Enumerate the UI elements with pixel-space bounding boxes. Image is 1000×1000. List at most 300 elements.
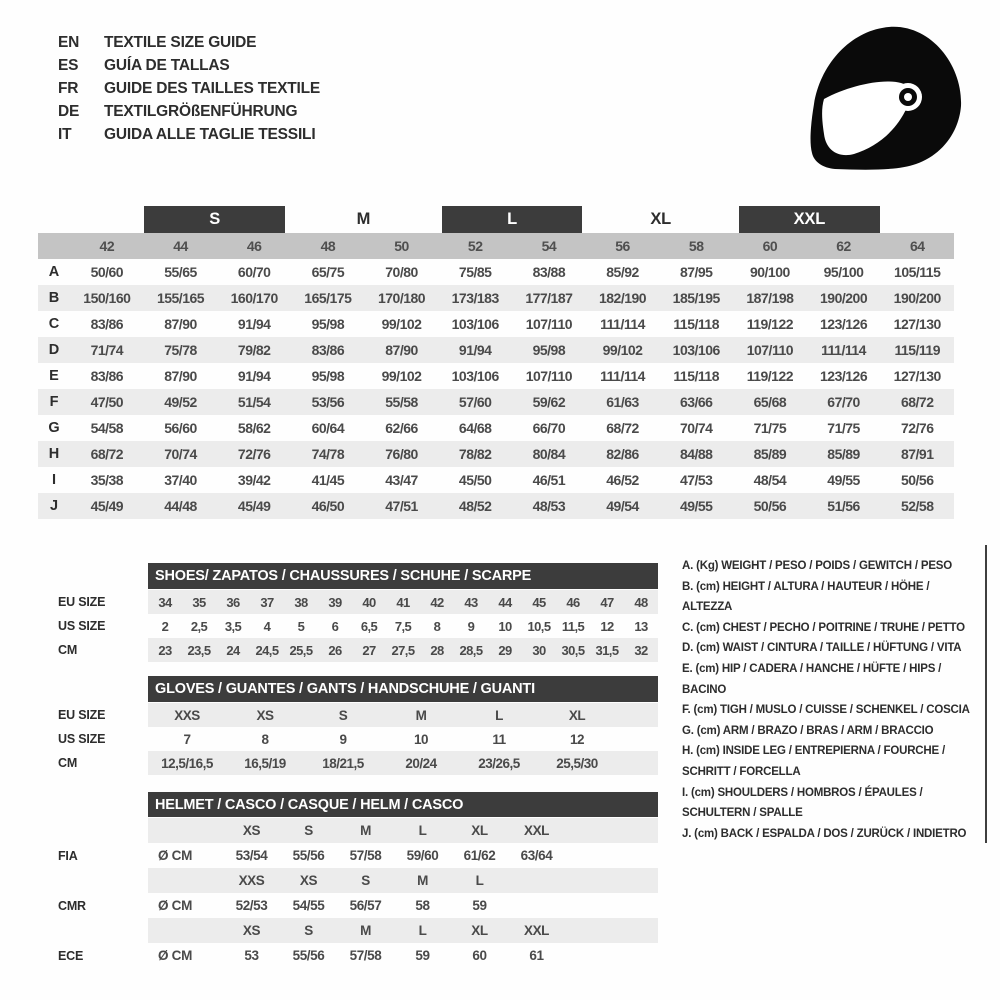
size-value-cell: 34 <box>158 594 172 610</box>
header-row-spacer <box>38 676 148 702</box>
size-value-cell: 54/58 <box>90 420 124 436</box>
row-label: A <box>48 264 60 280</box>
size-value-cell: 80/84 <box>532 446 566 462</box>
size-value-cell: 83/86 <box>311 342 345 358</box>
size-value-cell: 59/60 <box>406 848 439 863</box>
legend-item: G. (cm) ARM / BRAZO / BRAS / ARM / BRACCIO <box>682 724 934 737</box>
header-row-spacer <box>38 792 148 817</box>
size-value-cell: XL <box>471 923 488 938</box>
legend-item: B. (cm) HEIGHT / ALTURA / HAUTEUR / HÖHE / ALTEZZA <box>682 580 930 614</box>
language-code: DE <box>58 102 80 120</box>
size-value-cell: 111/114 <box>821 342 866 358</box>
size-value-cell: 103/106 <box>451 368 499 384</box>
size-value-cell: 42 <box>430 594 444 610</box>
legend-item: J. (cm) BACK / ESPALDA / DOS / ZURÜCK / INDIETRO <box>682 827 967 840</box>
shoes-row <box>38 590 658 614</box>
size-value-cell: 95/100 <box>823 264 864 280</box>
size-value-cell: M <box>360 823 371 838</box>
size-value-cell: 25,5 <box>289 642 313 658</box>
language-entry <box>58 123 320 146</box>
size-value-cell: 187/198 <box>746 290 794 306</box>
legend-item: F. (cm) TIGH / MUSLO / CUISSE / SCHENKEL / COSCIA <box>682 704 970 717</box>
size-value-cell: 3,5 <box>224 618 242 634</box>
numeric-size: 54 <box>541 238 557 254</box>
size-value-cell: 39/42 <box>237 472 271 488</box>
size-value-cell: 71/75 <box>753 420 787 436</box>
size-value-cell: 5 <box>297 618 305 634</box>
numeric-size: 52 <box>467 238 483 254</box>
size-value-cell: 59/62 <box>532 394 566 410</box>
shoes-size-table <box>38 563 658 662</box>
row-label: I <box>51 472 57 488</box>
textile-row-g <box>38 415 954 441</box>
helmet-row-ece <box>38 943 658 968</box>
row-label: FIA <box>58 848 78 863</box>
size-value-cell: 18/21,5 <box>322 755 364 771</box>
size-value-cell: 111/114 <box>600 368 645 384</box>
size-value-cell: 9 <box>339 731 347 747</box>
size-value-cell: 107/110 <box>746 342 794 358</box>
row-label <box>38 818 148 843</box>
numeric-size: 46 <box>246 238 262 254</box>
size-value-cell: 8 <box>433 618 441 634</box>
legend-item: C. (cm) CHEST / PECHO / POITRINE / TRUHE / PETTO <box>682 621 965 634</box>
size-value-cell: 50/60 <box>90 264 124 280</box>
size-value-cell: 83/86 <box>90 316 124 332</box>
size-value-cell: 39 <box>328 594 342 610</box>
size-value-cell: 99/102 <box>381 368 422 384</box>
size-value-cell: 28,5 <box>459 642 483 658</box>
size-value-cell: 71/74 <box>90 342 124 358</box>
legend-item: A. (Kg) WEIGHT / PESO / POIDS / GEWITCH / PESO <box>682 560 953 572</box>
size-value-cell: 12 <box>600 618 614 634</box>
row-label: B <box>48 290 60 306</box>
size-value-cell: 85/89 <box>827 446 860 462</box>
size-value-cell: 11 <box>492 731 506 747</box>
size-value-cell: 49/55 <box>827 472 860 488</box>
diameter-unit-cell: Ø CM <box>158 948 193 963</box>
textile-row-c <box>38 311 954 337</box>
shoes-title-bar: SHOES/ ZAPATOS / CHAUSSURES / SCHUHE / SCARPE <box>148 563 658 589</box>
size-value-cell: 59 <box>415 948 430 963</box>
size-value-cell: 57/60 <box>458 394 492 410</box>
row-label: CM <box>58 756 78 770</box>
size-value-cell: 2,5 <box>190 618 208 634</box>
size-value-cell: 70/80 <box>385 264 418 280</box>
size-value-cell: 45/50 <box>458 472 492 488</box>
size-value-cell: 46/50 <box>311 498 345 514</box>
row-label: EU SIZE <box>58 708 106 722</box>
size-value-cell: 165/175 <box>304 290 352 306</box>
size-value-cell: 99/102 <box>381 316 422 332</box>
size-value-cell: 9 <box>467 618 475 634</box>
size-value-cell: 48/53 <box>532 498 566 514</box>
size-value-cell: 23 <box>158 642 172 658</box>
size-value-cell: 119/122 <box>746 316 794 332</box>
numeric-size: 50 <box>394 238 409 254</box>
size-group-m: M <box>356 210 371 228</box>
numeric-size: 44 <box>173 238 188 254</box>
size-value-cell: 48/54 <box>753 472 787 488</box>
language-entry <box>58 100 320 123</box>
gloves-row <box>38 751 658 775</box>
size-value-cell: 24,5 <box>255 642 279 658</box>
helmet-row-cmr <box>38 893 658 918</box>
size-value-cell: 85/89 <box>753 446 787 462</box>
size-value-cell: 70/74 <box>164 446 197 462</box>
size-value-cell: 45 <box>532 594 546 610</box>
shoes-row <box>38 614 658 638</box>
size-value-cell: 68/72 <box>900 394 934 410</box>
size-value-cell: 72/76 <box>900 420 934 436</box>
helmet-size-table <box>38 792 658 968</box>
diameter-unit-cell: Ø CM <box>158 898 193 913</box>
size-value-cell: 72/76 <box>237 446 271 462</box>
size-value-cell: 91/94 <box>237 368 271 384</box>
size-value-cell: 56/60 <box>164 420 197 436</box>
gloves-header-row <box>38 676 658 702</box>
size-value-cell: 13 <box>634 618 648 634</box>
size-value-cell: 57/58 <box>349 848 382 863</box>
size-value-cell: 7,5 <box>394 618 412 634</box>
size-value-cell: S <box>361 873 370 888</box>
size-group-header-row <box>38 206 954 233</box>
row-values <box>148 943 658 968</box>
textile-row-j <box>38 493 954 519</box>
numeric-size: 62 <box>836 238 851 254</box>
size-value-cell: 79/82 <box>237 342 271 358</box>
size-value-cell: 23,5 <box>187 642 211 658</box>
row-values <box>148 590 658 614</box>
size-value-cell: 66/70 <box>532 420 566 436</box>
size-value-cell: 10 <box>413 731 429 747</box>
size-value-cell: 47/51 <box>385 498 418 514</box>
language-title: GUIDA ALLE TAGLIE TESSILI <box>104 125 316 143</box>
size-value-cell: 31,5 <box>595 642 619 658</box>
size-value-cell: XL <box>568 707 586 723</box>
header-row-spacer <box>38 563 148 589</box>
size-value-cell: 50/56 <box>900 472 934 488</box>
size-value-cell: 56/57 <box>349 898 382 913</box>
size-value-cell: 111/114 <box>600 316 645 332</box>
textile-row-i <box>38 467 954 493</box>
numeric-size: 48 <box>320 238 336 254</box>
size-value-cell: 27 <box>362 642 376 658</box>
size-value-cell: 127/130 <box>893 368 941 384</box>
language-entry <box>58 77 320 100</box>
size-value-cell: 107/110 <box>525 316 573 332</box>
language-title: TEXTILE SIZE GUIDE <box>104 33 257 51</box>
helmet-size-row <box>38 918 658 943</box>
row-values <box>148 893 658 918</box>
size-value-cell: 52/53 <box>235 898 268 913</box>
size-value-cell: 123/126 <box>820 316 868 332</box>
size-value-cell: S <box>304 923 313 938</box>
size-value-cell: 71/75 <box>827 420 860 436</box>
size-value-cell: 49/55 <box>679 498 713 514</box>
legend-item: H. (cm) INSIDE LEG / ENTREPIERNA / FOURCHE / SCHRITT / FORCELLA <box>682 745 945 778</box>
row-label: D <box>48 342 60 358</box>
legend-item: E. (cm) HIP / CADERA / HANCHE / HÜFTE / HIPS / BACINO <box>682 662 942 696</box>
size-value-cell: 83/86 <box>90 368 124 384</box>
size-value-cell: 95/98 <box>311 368 345 384</box>
size-value-cell: 11,5 <box>561 618 585 634</box>
language-title: GUÍA DE TALLAS <box>104 56 230 74</box>
size-value-cell: 70/74 <box>679 420 713 436</box>
helmet-title-bar: HELMET / CASCO / CASQUE / HELM / CASCO <box>148 792 658 817</box>
size-value-cell: 10,5 <box>527 618 551 634</box>
size-value-cell: S <box>338 707 348 723</box>
size-value-cell: 45/49 <box>237 498 271 514</box>
footwear-and-gear-tables <box>38 563 658 968</box>
size-value-cell: 27,5 <box>391 642 415 658</box>
size-value-cell: 47/50 <box>90 394 124 410</box>
size-value-cell: M <box>415 707 427 723</box>
row-label: C <box>48 316 60 332</box>
textile-row-e <box>38 363 954 389</box>
size-value-cell: XL <box>471 823 488 838</box>
size-value-cell: L <box>495 707 503 723</box>
numeric-size: 56 <box>615 238 630 254</box>
size-value-cell: 182/190 <box>598 290 647 306</box>
helmet-header-row <box>38 792 658 817</box>
size-value-cell: 57/58 <box>349 948 382 963</box>
size-value-cell: 60/70 <box>237 264 271 280</box>
size-value-cell: 44 <box>498 594 512 610</box>
size-value-cell: XS <box>299 873 318 888</box>
row-values <box>148 703 658 727</box>
size-value-cell: 67/70 <box>827 394 860 410</box>
size-value-cell: 48/52 <box>458 498 492 514</box>
size-value-cell: 20/24 <box>405 755 437 771</box>
size-value-cell: 55/56 <box>292 848 325 863</box>
size-value-cell: 50/56 <box>753 498 787 514</box>
size-value-cell: 7 <box>183 731 191 747</box>
size-value-cell: S <box>304 823 313 838</box>
size-value-cell: 2 <box>161 618 169 634</box>
numeric-size: 58 <box>688 238 704 254</box>
gloves-title-bar: GLOVES / GUANTES / GANTS / HANDSCHUHE / GUANTI <box>148 676 658 702</box>
row-values <box>148 818 658 843</box>
size-value-cell: 65/75 <box>311 264 345 280</box>
shoes-row <box>38 638 658 662</box>
size-value-cell: 54/55 <box>292 898 325 913</box>
size-value-cell: 41/45 <box>311 472 345 488</box>
size-group-xl: XL <box>650 210 672 228</box>
row-label: EU SIZE <box>58 595 106 609</box>
helmet-size-row <box>38 818 658 843</box>
size-value-cell: 46/51 <box>532 472 566 488</box>
numeric-size: 42 <box>99 238 115 254</box>
language-code: EN <box>58 33 80 51</box>
size-value-cell: 103/106 <box>672 342 720 358</box>
size-value-cell: 59 <box>472 898 487 913</box>
language-entry <box>58 54 320 77</box>
size-value-cell: 36 <box>226 594 240 610</box>
row-label <box>38 918 148 943</box>
size-value-cell: L <box>418 823 427 838</box>
size-value-cell: 23/26,5 <box>478 755 520 771</box>
textile-row-f <box>38 389 954 415</box>
size-value-cell: 75/85 <box>458 264 492 280</box>
row-label: CMR <box>58 898 86 913</box>
size-value-cell: 119/122 <box>746 368 794 384</box>
size-value-cell: 65/68 <box>753 394 787 410</box>
size-value-cell: XS <box>256 707 274 723</box>
row-label: ECE <box>58 948 84 963</box>
legend-item: D. (cm) WAIST / CINTURA / TAILLE / HÜFTUNG / VITA <box>682 642 962 655</box>
size-value-cell: 61/62 <box>463 848 496 863</box>
size-value-cell: XXL <box>523 923 550 938</box>
size-value-cell: 43/47 <box>385 472 418 488</box>
language-code: IT <box>58 125 72 143</box>
size-value-cell: 40 <box>362 594 376 610</box>
size-value-cell: 82/86 <box>606 446 639 462</box>
textile-row-d <box>38 337 954 363</box>
size-value-cell: 51/56 <box>827 498 860 514</box>
row-label: E <box>49 368 59 384</box>
row-values <box>148 727 658 751</box>
size-value-cell: 190/200 <box>893 290 941 306</box>
page-edge-line <box>985 545 987 843</box>
row-label: G <box>48 420 60 436</box>
size-value-cell: XXS <box>174 707 200 723</box>
size-value-cell: 170/180 <box>377 290 426 306</box>
size-value-cell: 12 <box>569 731 585 747</box>
row-values <box>148 918 658 943</box>
size-value-cell: 60 <box>472 948 487 963</box>
size-value-cell: 30 <box>532 642 546 658</box>
size-value-cell: 6 <box>331 618 339 634</box>
language-code: ES <box>58 56 79 74</box>
size-value-cell: 177/187 <box>525 290 573 306</box>
size-group-l: L <box>442 206 583 233</box>
size-value-cell: 30,5 <box>561 642 585 658</box>
size-value-cell: 75/78 <box>164 342 197 358</box>
row-values <box>148 638 658 662</box>
size-value-cell: 127/130 <box>893 316 941 332</box>
size-value-cell: 28 <box>430 642 444 658</box>
size-value-cell: 63/66 <box>679 394 713 410</box>
numeric-size: 60 <box>762 238 778 254</box>
size-value-cell: 48 <box>634 594 648 610</box>
gloves-row <box>38 703 658 727</box>
size-value-cell: 60/64 <box>311 420 345 436</box>
size-value-cell: 8 <box>261 731 269 747</box>
size-value-cell: 44/48 <box>164 498 197 514</box>
row-label <box>38 868 148 893</box>
gloves-row <box>38 727 658 751</box>
size-value-cell: 160/170 <box>230 290 278 306</box>
size-value-cell: 150/160 <box>83 290 131 306</box>
helmet-size-row <box>38 868 658 893</box>
size-value-cell: 53/54 <box>235 848 268 863</box>
size-value-cell: 35 <box>192 594 206 610</box>
size-value-cell: 87/90 <box>164 368 197 384</box>
size-value-cell: 4 <box>263 618 271 634</box>
size-value-cell: 115/118 <box>673 368 719 384</box>
size-value-cell: 47 <box>600 594 614 610</box>
size-value-cell: 32 <box>634 642 648 658</box>
size-value-cell: 105/115 <box>894 264 941 280</box>
language-code: FR <box>58 79 79 97</box>
size-value-cell: 123/126 <box>820 368 868 384</box>
size-value-cell: 87/95 <box>679 264 713 280</box>
textile-row-a <box>38 259 954 285</box>
size-value-cell: 115/118 <box>673 316 719 332</box>
size-value-cell: L <box>475 873 484 888</box>
size-value-cell: 87/90 <box>164 316 197 332</box>
size-value-cell: 52/58 <box>900 498 934 514</box>
size-value-cell: 10 <box>498 618 512 634</box>
size-value-cell: 46 <box>566 594 580 610</box>
size-value-cell: 95/98 <box>311 316 345 332</box>
size-value-cell: 53 <box>244 948 259 963</box>
size-value-cell: M <box>360 923 371 938</box>
size-value-cell: 68/72 <box>90 446 124 462</box>
size-value-cell: 155/165 <box>156 290 205 306</box>
size-value-cell: 29 <box>498 642 512 658</box>
size-value-cell: 46/52 <box>606 472 639 488</box>
size-value-cell: 90/100 <box>749 264 790 280</box>
size-value-cell: 55/58 <box>385 394 418 410</box>
row-label: CM <box>58 643 78 657</box>
size-value-cell: XXL <box>523 823 550 838</box>
textile-row-h <box>38 441 954 467</box>
textile-row-b <box>38 285 954 311</box>
numeric-size-row <box>38 233 954 259</box>
size-value-cell: 64/68 <box>458 420 492 436</box>
size-value-cell: 16,5/19 <box>244 755 286 771</box>
language-entry <box>58 31 320 54</box>
size-value-cell: 91/94 <box>237 316 271 332</box>
size-value-cell: 26 <box>328 642 342 658</box>
numeric-size: 64 <box>909 238 925 254</box>
racing-helmet-icon <box>800 22 970 172</box>
size-value-cell: 45/49 <box>90 498 124 514</box>
size-value-cell: 107/110 <box>525 368 573 384</box>
size-value-cell: 103/106 <box>451 316 499 332</box>
size-group-xxl: XXL <box>739 206 880 233</box>
row-label: US SIZE <box>58 732 106 746</box>
size-value-cell: 95/98 <box>532 342 566 358</box>
diameter-unit-cell: Ø CM <box>158 848 193 863</box>
size-value-cell: L <box>418 923 427 938</box>
size-value-cell: 85/92 <box>606 264 639 280</box>
size-value-cell: 61 <box>529 948 544 963</box>
helmet-row-fia <box>38 843 658 868</box>
shoes-header-row <box>38 563 658 589</box>
size-value-cell: 74/78 <box>311 446 345 462</box>
size-value-cell: 62/66 <box>385 420 418 436</box>
row-values <box>148 868 658 893</box>
row-label: F <box>49 394 59 410</box>
size-value-cell: 58/62 <box>237 420 271 436</box>
size-value-cell: 61/63 <box>606 394 639 410</box>
size-value-cell: 25,5/30 <box>556 755 598 771</box>
textile-size-table <box>38 206 954 519</box>
row-values <box>148 751 658 775</box>
size-value-cell: 37/40 <box>164 472 197 488</box>
row-label: H <box>48 446 60 462</box>
size-value-cell: 6,5 <box>360 618 378 634</box>
size-value-cell: 49/52 <box>164 394 197 410</box>
language-title-list <box>58 31 320 146</box>
language-title: GUIDE DES TAILLES TEXTILE <box>104 79 321 97</box>
size-value-cell: 76/80 <box>385 446 418 462</box>
size-value-cell: 185/195 <box>672 290 720 306</box>
size-value-cell: 55/56 <box>292 948 325 963</box>
